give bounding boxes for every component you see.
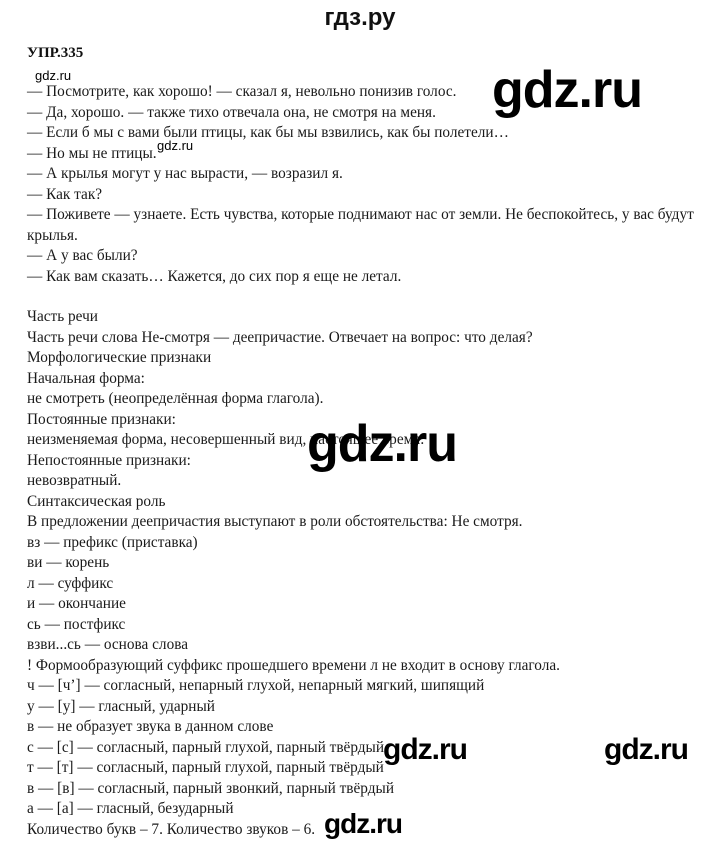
- note-line: ! Формообразующий суффикс прошедшего времени л не входит в основу глагола.: [27, 656, 560, 674]
- summary-line: Количество букв – 7. Количество звуков – 6.: [27, 820, 316, 838]
- dialogue-line: — Поживете — узнаете. Есть чувства, которые поднимают нас от земли. Не беспокойтесь, у вас будут крылья.: [27, 206, 694, 244]
- section-spacer: [27, 287, 717, 307]
- dialogue-line: — А крылья могут у нас вырасти, — возразил я.: [27, 165, 343, 182]
- morpheme-line: сь — постфикс: [27, 615, 126, 633]
- analysis-line: невозвратный.: [27, 472, 122, 489]
- watermark: gdz.ru: [307, 415, 457, 473]
- phonetic-line: а — [а] — гласный, безударный: [27, 800, 234, 817]
- analysis-heading: Постоянные признаки:: [27, 410, 176, 428]
- morpheme-line: взви...сь — основа слова: [27, 636, 189, 653]
- analysis-heading: Часть речи: [27, 308, 98, 325]
- phonetic-line: с — [с] — согласный, парный глухой, парный твёрдый: [27, 738, 385, 756]
- phonetic-line: у — [у] — гласный, ударный: [27, 697, 215, 715]
- phonetic-line: в — [в] — согласный, парный звонкий, парный твёрдый: [27, 779, 395, 797]
- dialogue-line: — Как вам сказать… Кажется, до сих пор я еще не летал.: [27, 267, 402, 285]
- analysis-line: не смотреть (неопределённая форма глагола).: [27, 390, 324, 407]
- morpheme-line: л — суффикс: [27, 574, 114, 592]
- dialogue-line: — А у вас были?: [27, 247, 138, 264]
- watermark: gdz.ru: [35, 68, 72, 83]
- watermark: gdz.ru: [383, 733, 467, 766]
- analysis-line: Часть речи слова Не-смотря — деепричастие. Отвечает на вопрос: что делая?: [27, 328, 533, 346]
- analysis-heading: Морфологические признаки: [27, 349, 212, 366]
- watermark: gdz.ru: [157, 138, 194, 153]
- dialogue-line: — Да, хорошо. — также тихо отвечала она, не смотря на меня.: [27, 103, 436, 121]
- morpheme-line: вз — префикс (приставка): [27, 533, 198, 551]
- analysis-line: неизменяемая форма, несовершенный вид, настоящее время.: [27, 431, 425, 448]
- phonetic-line: в — не образует звука в данном слове: [27, 718, 274, 735]
- analysis-line: В предложении деепричастия выступают в роли обстоятельства: Не смотря.: [27, 513, 523, 530]
- watermark: gdz.ru: [492, 61, 642, 119]
- analysis-heading: Синтаксическая роль: [27, 492, 166, 510]
- exercise-title: УПР.335: [27, 45, 84, 61]
- analysis-heading: Начальная форма:: [27, 369, 145, 387]
- dialogue-line: — Посмотрите, как хорошо! — сказал я, невольно понизив голос.: [27, 83, 457, 100]
- watermark: gdz.ru: [604, 733, 688, 766]
- dialogue-line: — Как так?: [27, 185, 103, 203]
- phonetic-line: ч — [ч’] — согласный, непарный глухой, непарный мягкий, шипящий: [27, 677, 485, 694]
- dialogue-line: — Если б мы с вами были птицы, как бы мы взвились, как бы полетели…: [27, 124, 509, 141]
- analysis-heading: Непостоянные признаки:: [27, 451, 191, 469]
- site-title: гдз.ру: [324, 4, 396, 31]
- watermark: gdz.ru: [324, 808, 402, 839]
- morpheme-line: ви — корень: [27, 554, 110, 571]
- morpheme-line: и — окончание: [27, 595, 126, 612]
- dialogue-line: — Но мы не птицы.: [27, 144, 157, 162]
- phonetic-line: т — [т] — согласный, парный глухой, парный твёрдый: [27, 759, 384, 776]
